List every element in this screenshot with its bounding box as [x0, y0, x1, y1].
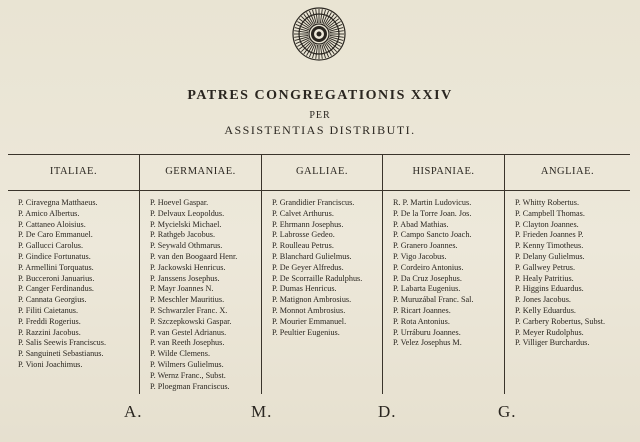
list-item: P. Campbell Thomas.	[515, 208, 585, 218]
list-item: P. Clayton Joannes.	[515, 219, 579, 229]
list-item: P. Cordeiro Antonius.	[393, 262, 464, 272]
list-item: P. Canger Ferdinandus.	[18, 284, 94, 294]
list-item: P. Armellini Torquatus.	[18, 262, 94, 272]
list-item: P. Jones Jacobus.	[515, 295, 571, 305]
column-heading: GERMANIAE.	[165, 166, 236, 177]
list-item: P. Vioni Joachimus.	[18, 359, 83, 369]
list-item: P. Kelly Eduardus.	[515, 305, 576, 315]
column-heading: HISPANIAE.	[412, 166, 475, 177]
list-item: P. De Geyer Alfredus.	[272, 262, 344, 272]
column-heading: ANGLIAE.	[540, 166, 595, 177]
list-item: P. Szczepkowski Gaspar.	[150, 316, 232, 326]
list-item: P. Healy Patritius.	[515, 273, 574, 283]
list-item: P. Matignon Ambrosius.	[272, 295, 352, 305]
list-item: P. Wernz Franc., Subst.	[150, 370, 226, 380]
list-item: P. Granero Joannes.	[393, 241, 458, 251]
name-list	[272, 198, 380, 338]
list-item: P. Mycielski Michael.	[150, 219, 222, 229]
list-item: P. De Scorraille Radulphus.	[272, 273, 363, 283]
column-heading: ITALIAE.	[49, 166, 98, 177]
footer-letter: D.	[378, 402, 397, 421]
document-title: PATRES CONGREGATIONIS XXIV	[187, 88, 453, 103]
list-item: P. Ciravegna Matthaeus.	[18, 198, 98, 207]
list-item: P. Schwarzler Franc. X.	[150, 305, 228, 315]
list-item: P. Monnot Ambrosius.	[272, 305, 346, 315]
list-item: P. Filiti Caietanus.	[18, 305, 79, 315]
footer-letters	[0, 402, 640, 426]
assistancy-column	[505, 154, 630, 394]
footer-letter: M.	[251, 402, 273, 421]
footer-letter: A.	[124, 402, 143, 421]
list-item: P. Gallwey Petrus.	[515, 262, 576, 272]
list-item: P. van Gestel Adrianus.	[150, 327, 227, 337]
list-item: P. Da Cruz Josephus.	[393, 273, 462, 283]
list-item: P. van Reeth Josephus.	[150, 338, 225, 348]
list-item: P. Dumas Henricus.	[272, 284, 337, 294]
list-item: P. Delvaux Leopoldus.	[150, 208, 225, 218]
list-item: P. Hoevel Gaspar.	[150, 198, 209, 207]
list-item: P. Janssens Josephus.	[150, 273, 220, 283]
list-item: P. Razzini Jacobus.	[18, 327, 81, 337]
assistancy-column	[140, 154, 262, 394]
list-item: P. Ricart Joannes.	[393, 305, 451, 315]
list-item: P. Mourier Emmanuel.	[272, 316, 347, 326]
list-item: P. Wilmers Gulielmus.	[150, 359, 224, 369]
list-item: P. Freddi Rogerius.	[18, 316, 81, 326]
list-item: P. Villiger Burchardus.	[515, 338, 590, 348]
list-item: P. Sanguineti Sebastianus.	[18, 349, 104, 359]
list-item: P. Gallucci Carolus.	[18, 241, 84, 251]
footer-letter: G.	[498, 402, 517, 421]
list-item: P. Gindice Fortunatus.	[18, 251, 91, 261]
list-item: P. Higgins Eduardus.	[515, 284, 584, 294]
assistancy-column	[8, 154, 140, 394]
list-item: P. Urráburu Joannes.	[393, 327, 461, 337]
list-item: P. Calvet Arthurus.	[272, 208, 334, 218]
list-item: R. P. Martin Ludovicus.	[393, 198, 472, 207]
list-item: P. Wilde Clemens.	[150, 349, 211, 359]
list-item: P. De la Torre Joan. Jos.	[393, 208, 472, 218]
document-subtitle: ASSISTENTIAS DISTRIBUTI.	[224, 123, 416, 137]
name-list	[515, 198, 628, 349]
name-list	[150, 198, 259, 392]
rosette-ornament-icon	[284, 0, 354, 64]
list-item: P. Rota Antonius.	[393, 316, 450, 326]
list-item: P. Campo Sancto Joach.	[393, 230, 472, 240]
list-item: P. Bucceroni Januarius.	[18, 273, 95, 283]
list-item: P. Meschler Mauritius.	[150, 295, 225, 305]
list-item: P. Vigo Jacobus.	[393, 251, 447, 261]
column-heading: GALLIAE.	[295, 166, 349, 177]
list-item: P. Kenny Timotheus.	[515, 241, 584, 251]
list-item: P. Grandidier Franciscus.	[272, 198, 355, 207]
list-item: P. Mayr Joannes N.	[150, 284, 214, 294]
list-item: P. Ploegman Franciscus.	[150, 381, 230, 391]
list-item: P. Whitty Robertus.	[515, 198, 579, 207]
list-item: P. Carbery Robertus, Subst.	[515, 316, 606, 326]
list-item: P. Seywald Othmarus.	[150, 241, 223, 251]
list-item: P. Labarta Eugenius.	[393, 284, 461, 294]
list-item: P. Amico Albertus.	[18, 208, 80, 218]
list-item: P. Cannata Georgius.	[18, 295, 87, 305]
list-item: P. Salis Seewis Franciscus.	[18, 338, 107, 348]
list-item: P. Labrosse Gedeo.	[272, 230, 335, 240]
list-item: P. Ehrmann Josephus.	[272, 219, 344, 229]
document-subtitle-per: PER	[309, 110, 331, 121]
list-item: P. Blanchard Gulielmus.	[272, 251, 352, 261]
name-list	[18, 198, 137, 371]
assistancy-column	[383, 154, 505, 394]
list-item: P. Abad Mathias.	[393, 219, 449, 229]
list-item: P. Jackowski Henricus.	[150, 262, 226, 272]
list-item: P. Delany Gulielmus.	[515, 251, 585, 261]
list-item: P. Cattaneo Aloisius.	[18, 219, 86, 229]
list-item: P. Velez Josephus M.	[393, 338, 462, 348]
list-item: P. De Caro Emmanuel.	[18, 230, 93, 240]
list-item: P. Frieden Joannes P.	[515, 230, 584, 240]
name-list	[393, 198, 502, 349]
list-item: P. Roulleau Petrus.	[272, 241, 334, 251]
list-item: P. Meyer Rudolphus.	[515, 327, 584, 337]
assistancy-column	[262, 154, 383, 394]
list-item: P. Peultier Eugenius.	[272, 327, 340, 337]
list-item: P. Muruzábal Franc. Sal.	[393, 295, 474, 305]
list-item: P. van den Boogaard Henr.	[150, 251, 238, 261]
list-item: P. Rathgeb Jacobus.	[150, 230, 216, 240]
